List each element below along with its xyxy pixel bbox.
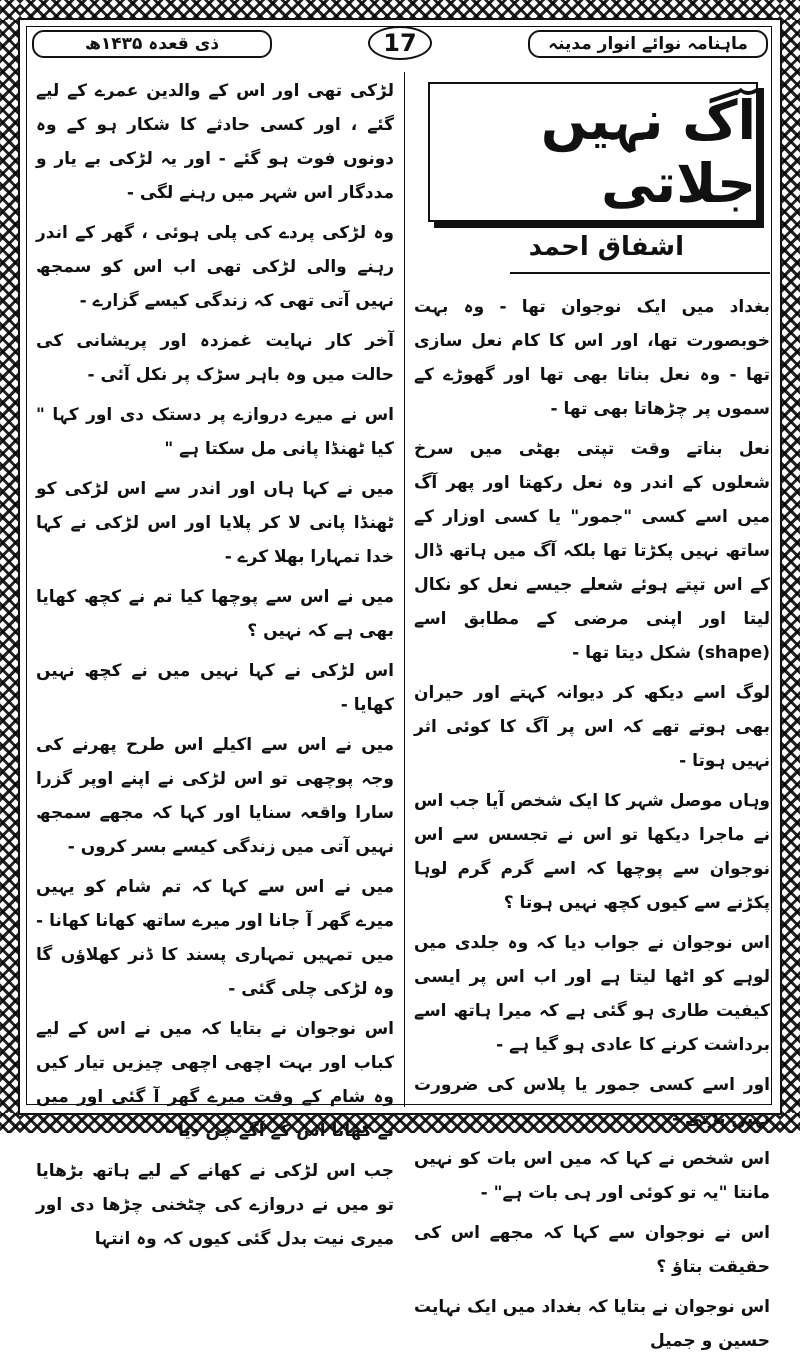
paragraph: میں نے اس سے کہا کہ تم شام کو یہیں میرے گھر آ جانا اور میرے ساتھ کھانا کھانا - میں تمہیں تمہاری پسند کا ڈنر کھلاؤں گا وہ لڑکی چلی گئی -: [36, 877, 394, 999]
paragraph: میں نے اس سے اکیلے اس طرح پھرنے کی وجہ پوچھی تو اس لڑکی نے اپنے اوپر گزرا سارا واقعہ سنایا اور کہا کہ مجھے سمجھ نہیں آتی میں زندگی کیسے بسر کروں -: [36, 735, 394, 857]
paragraph: لڑکی تھی اور اس کے والدین عمرے کے لیے گئے ، اور کسی حادثے کا شکار ہو کے وہ دونوں فوت ہو گئے - اور یہ لڑکی بے یار و مددگار اس شہر میں رہنے لگی -: [36, 81, 394, 203]
paragraph: اس نوجوان نے بتایا کہ میں نے اس کے لیے کباب اور بہت اچھی اچھی چیزیں تیار کیں وہ شام کے وقت میرے گھر آ گئی اور میں نے کھانا اس کے آگے چن دیا -: [36, 1019, 394, 1141]
column-divider: [404, 72, 405, 1107]
paragraph: آخر کار نہایت غمزدہ اور پریشانی کی حالت میں وہ باہر سڑک پر نکل آئی -: [36, 331, 394, 385]
issue-month: ذی قعدہ ۱۴۳۵ھ: [32, 30, 272, 58]
paragraph: اس لڑکی نے کہا نہیں میں نے کچھ نہیں کھایا -: [36, 661, 394, 715]
author-underline: [510, 272, 770, 274]
author-name: اشفاق احمد: [528, 232, 684, 262]
page-header: [32, 26, 768, 64]
paragraph: اس نوجوان نے بتایا کہ بغداد میں ایک نہایت حسین و جمیل: [414, 1297, 770, 1351]
paragraph: اور اسے کسی جمور یا پلاس کی ضرورت نہیں پڑتی -: [414, 1075, 770, 1129]
paragraph: اس شخص نے کہا کہ میں اس بات کو نہیں مانتا "یہ تو کوئی اور ہی بات ہے" -: [414, 1149, 770, 1203]
paragraph: اس نوجوان نے جواب دیا کہ وہ جلدی میں لوہے کو اٹھا لیتا ہے اور اب اس پر ایسی کیفیت طاری ہو گئی ہے کہ میرا ہاتھ اسے برداشت کرنے کا عادی ہو گیا ہے -: [414, 933, 770, 1055]
article-title: آگ نہیں جلاتی: [540, 89, 756, 215]
paragraph: میں نے اس سے پوچھا کیا تم نے کچھ کھایا بھی ہے کہ نہیں ؟: [36, 587, 394, 641]
right-column: [414, 290, 770, 1364]
title-box: [428, 82, 758, 222]
paragraph: نعل بناتے وقت تپتی بھٹی میں سرخ شعلوں کے اندر وہ نعل رکھتا اور پھر آگ میں اسے کسی "جمور" یا کسی اوزار کے ساتھ نہیں پکڑتا تھا بلکہ آگ میں ہاتھ ڈال کے اس تپتے ہوئے شعلے جیسے نعل کو نکال لیتا اور اپنی مرضی کے مطابق اسے (shape) شکل دیتا تھا -: [414, 439, 770, 663]
paragraph: وہاں موصل شہر کا ایک شخص آیا جب اس نے ماجرا دیکھا تو اس نے تجسس سے اس نوجوان سے پوچھا کہ اسے گرم گرم لوہا پکڑنے سے کیوں کچھ نہیں ہوتا ؟: [414, 791, 770, 913]
paragraph: بغداد میں ایک نوجوان تھا - وہ بہت خوبصورت تھا، اور اس کا کام نعل سازی تھا - وہ نعل بناتا بھی تھا اور گھوڑے کے سموں پر چڑھاتا بھی تھا -: [414, 297, 770, 419]
paragraph: لوگ اسے دیکھ کر دیوانہ کہتے اور حیران بھی ہوتے تھے کہ اس پر آگ کا کوئی اثر نہیں ہوتا -: [414, 683, 770, 771]
page-number: 17: [368, 26, 432, 60]
magazine-name: ماہنامہ نوائے انوار مدینہ: [528, 30, 768, 58]
paragraph: میں نے کہا ہاں اور اندر سے اس لڑکی کو ٹھنڈا پانی لا کر پلایا اور اس لڑکی نے کہا خدا تمہارا بھلا کرے -: [36, 479, 394, 567]
paragraph: وہ لڑکی پردے کی پلی ہوئی ، گھر کے اندر رہنے والی لڑکی تھی اب اس کو سمجھ نہیں آتی تھی کہ زندگی کیسے گزارے -: [36, 223, 394, 311]
author-block: [414, 232, 770, 276]
paragraph: اس نے میرے دروازے پر دستک دی اور کہا " کیا ٹھنڈا پانی مل سکتا ہے ": [36, 405, 394, 459]
left-column: [36, 74, 394, 1262]
paragraph: جب اس لڑکی نے کھانے کے لیے ہاتھ بڑھایا تو میں نے دروازے کی چٹخنی چڑھا دی اور میری نیت بدل گئی کیوں کہ وہ انتہا: [36, 1161, 394, 1249]
paragraph: اس نے نوجوان سے کہا کہ مجھے اس کی حقیقت بتاؤ ؟: [414, 1223, 770, 1277]
